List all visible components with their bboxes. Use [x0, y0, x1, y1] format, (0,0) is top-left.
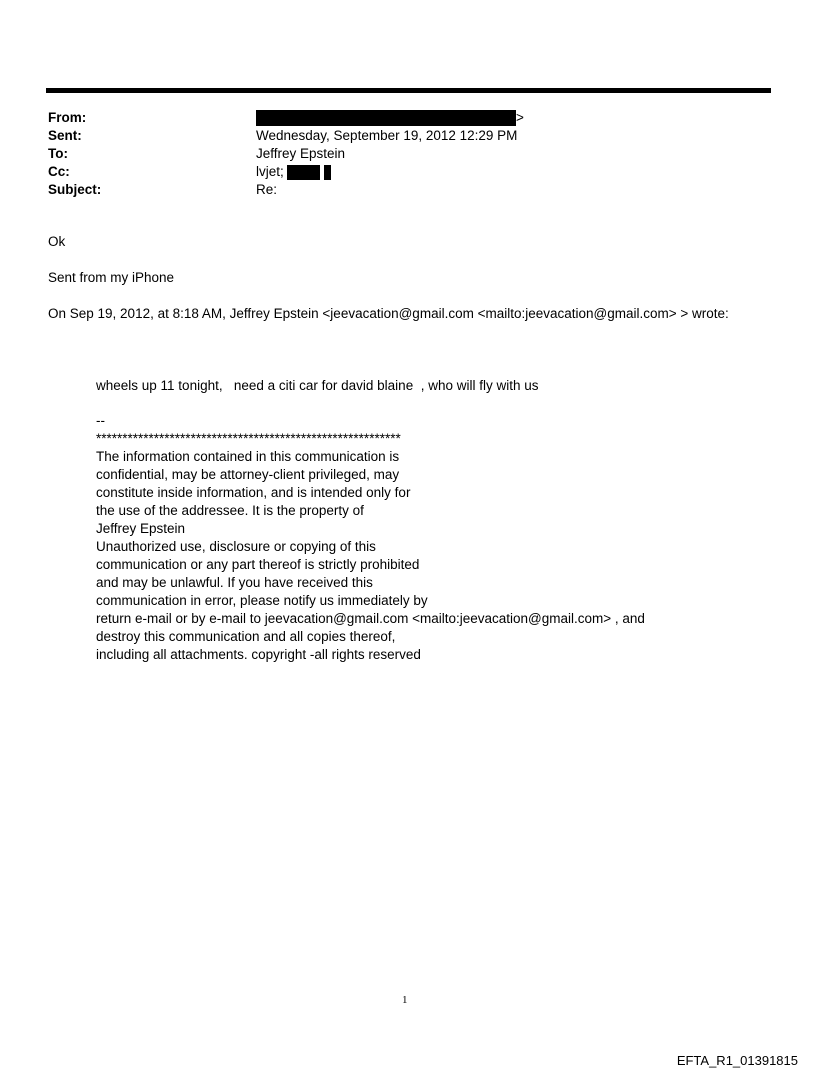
reply-text: Ok: [48, 234, 66, 249]
cc-prefix: lvjet;: [256, 164, 284, 179]
disclaimer-line: confidential, may be attorney-client privileged, may: [96, 467, 400, 482]
signature-dash: --: [96, 413, 105, 428]
disclaimer-line: and may be unlawful. If you have received this: [96, 575, 373, 590]
header-rule: [46, 88, 771, 93]
sent-row: [48, 127, 748, 145]
document-id: EFTA_R1_01391815: [676, 1053, 798, 1068]
star-divider: **********************************************************: [96, 431, 401, 446]
cc-label: Cc:: [48, 164, 70, 179]
disclaimer-line: the use of the addressee. It is the property of: [96, 503, 364, 518]
redaction-box: [324, 165, 331, 180]
subject-row: [48, 181, 748, 199]
from-suffix: >: [516, 110, 524, 125]
subject-value: Re:: [256, 182, 278, 197]
disclaimer-line: Jeffrey Epstein: [96, 521, 186, 536]
to-label: To:: [48, 146, 68, 161]
from-row: [48, 109, 748, 127]
sent-label: Sent:: [48, 128, 82, 143]
page-number: 1: [402, 994, 408, 1006]
disclaimer-line: Unauthorized use, disclosure or copying of this: [96, 539, 376, 554]
to-value: Jeffrey Epstein: [256, 146, 346, 161]
redaction-box: [256, 110, 516, 126]
email-headers: [48, 109, 748, 199]
disclaimer-line: The information contained in this communication is: [96, 449, 400, 464]
subject-label: Subject:: [48, 182, 102, 197]
disclaimer-line: including all attachments. copyright -all rights reserved: [96, 647, 421, 662]
disclaimer: [96, 448, 645, 664]
cc-value: [256, 163, 331, 181]
cc-row: [48, 163, 748, 181]
disclaimer-line: destroy this communication and all copies thereof,: [96, 629, 396, 644]
disclaimer-line: communication in error, please notify us immediately by: [96, 593, 428, 608]
from-value: [256, 109, 524, 127]
redaction-box: [287, 165, 320, 180]
disclaimer-line: communication or any part thereof is strictly prohibited: [96, 557, 420, 572]
disclaimer-line: constitute inside information, and is intended only for: [96, 485, 411, 500]
quote-header: On Sep 19, 2012, at 8:18 AM, Jeffrey Epstein <jeevacation@gmail.com <mailto:jeevacation@gmail.com> > wrote:: [48, 306, 729, 321]
signature-text: Sent from my iPhone: [48, 270, 175, 285]
disclaimer-line: return e-mail or by e-mail to jeevacation@gmail.com <mailto:jeevacation@gmail.com> , and: [96, 611, 645, 626]
quoted-message: wheels up 11 tonight, need a citi car for david blaine , who will fly with us: [96, 378, 539, 393]
sent-value: Wednesday, September 19, 2012 12:29 PM: [256, 128, 518, 143]
to-row: [48, 145, 748, 163]
from-label: From:: [48, 110, 87, 125]
